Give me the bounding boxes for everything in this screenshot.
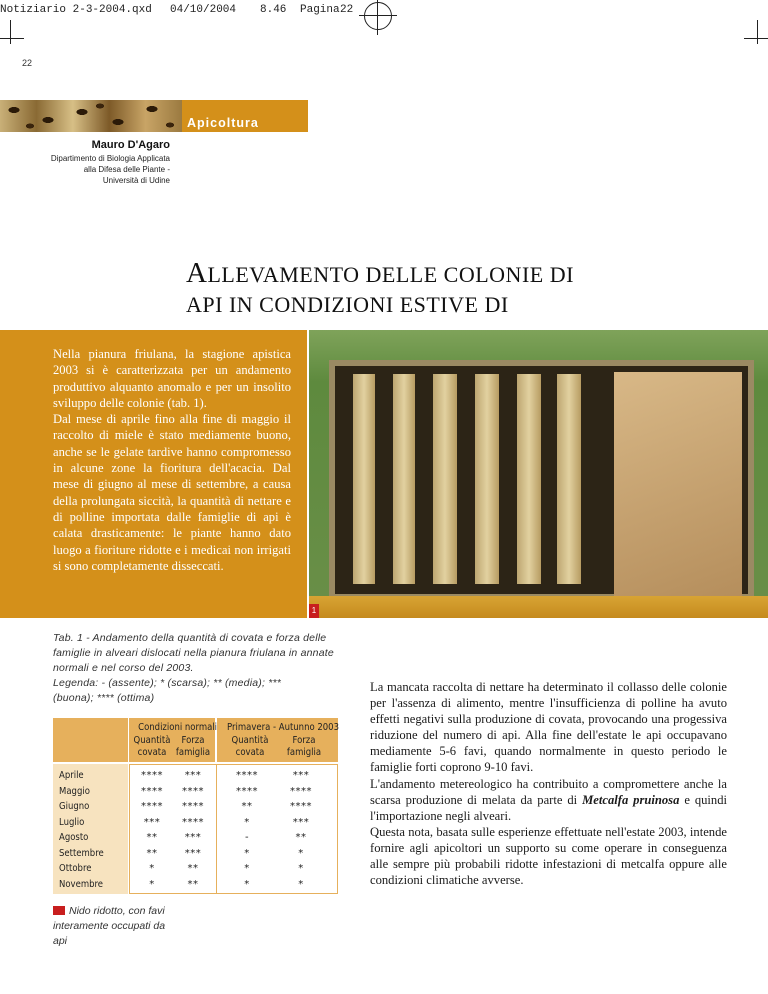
- table-month-cell: Agosto: [59, 832, 89, 843]
- species-name: Metcalfa pruinosa: [582, 792, 680, 807]
- article-title: [186, 258, 746, 320]
- table-month-cell: Ottobre: [59, 863, 92, 874]
- table-divider: [216, 764, 217, 894]
- section-label: Apicoltura: [187, 116, 259, 130]
- table-cell: ****: [236, 770, 258, 781]
- hive-frame: [393, 374, 415, 584]
- table-cell: ****: [182, 801, 204, 812]
- table-column-header: Forza: [292, 735, 316, 746]
- table-cell: -: [244, 832, 250, 843]
- table-cell: ****: [290, 785, 312, 797]
- hive-rim: [309, 596, 768, 618]
- print-file: Notiziario 2-3-2004.qxd: [0, 4, 152, 16]
- table-cell: ****: [141, 801, 163, 812]
- table-cell: ****: [182, 816, 204, 828]
- hive-frame: [353, 374, 375, 584]
- caption-line: famiglie in alveari dislocati nella pianura friulana in annate: [53, 647, 334, 659]
- print-time: 8.46: [260, 4, 287, 16]
- body-text-run: e quindi l'importazione negli alveari.: [370, 792, 728, 823]
- table-column-header: Forza: [181, 735, 205, 746]
- author-affiliation: Dipartimento di Biologia Applicata: [50, 154, 170, 163]
- hive-box: [329, 360, 754, 600]
- hive-divider-panel: [614, 372, 742, 598]
- caption-line: normali e nel corso del 2003.: [53, 662, 194, 674]
- table-month-cell: Maggio: [59, 785, 90, 797]
- caption-line: Tab. 1 - Andamento della quantità di covata e forza delle: [53, 632, 327, 644]
- hive-frame: [557, 374, 581, 584]
- table-cell: **: [187, 878, 199, 890]
- table-month-cell: Settembre: [59, 847, 104, 859]
- hive-frame: [433, 374, 457, 584]
- table-group-header: Primavera - Autunno 2003: [227, 722, 339, 733]
- data-table: [53, 718, 338, 894]
- author-name: Mauro D'Agaro: [91, 139, 170, 151]
- title-line: ALLEVAMENTO DELLE COLONIE DI: [186, 257, 574, 289]
- table-cell: *: [298, 878, 304, 890]
- table-group-header: Condizioni normali: [138, 722, 218, 733]
- print-page-number: 22: [340, 4, 354, 16]
- print-page-label: Pagina: [300, 4, 340, 16]
- table-cell: ****: [182, 785, 204, 797]
- table-cell: ****: [236, 785, 258, 797]
- table-cell: ****: [141, 785, 163, 797]
- table-column-header: famiglia: [286, 747, 322, 758]
- table-cell: **: [241, 801, 253, 812]
- body-paragraph: Questa nota, basata sulle esperienze effettuate nell'estate 2003, intende fornire agli apicoltori un supporto su come operare in conseguenza alle sempre più probabili ridotte infestazioni di metcalfa oppure alle condizioni climatiche avverse.: [370, 824, 727, 888]
- table-cell: ****: [141, 770, 163, 781]
- crop-mark: [744, 38, 768, 39]
- table-cell: ***: [184, 770, 202, 781]
- table-month-cell: Novembre: [59, 878, 104, 890]
- crop-mark: [757, 20, 758, 44]
- table-values-area: [129, 764, 338, 894]
- table-column-header: Quantità: [133, 735, 171, 746]
- table-month-cell: Aprile: [59, 770, 84, 781]
- table-cell: **: [187, 863, 199, 874]
- table-cell: ****: [290, 801, 312, 812]
- title-line: API IN CONDIZIONI ESTIVE DI: [186, 292, 509, 317]
- crop-mark: [0, 38, 24, 39]
- table-cell: ***: [292, 816, 310, 828]
- table-header-blank: [53, 718, 128, 762]
- intro-text: [53, 346, 291, 574]
- author-affiliation: alla Difesa delle Piante -: [83, 165, 170, 174]
- caption-line: (buona); **** (ottima): [53, 692, 155, 704]
- table-cell: ***: [184, 847, 202, 859]
- table-cell: **: [146, 832, 158, 843]
- body-paragraph: La mancata raccolta di nettare ha determinato il collasso delle colonie per l'assenza di alimento, mentre l'insufficienza di polline ha avuto effetti negativi sulla produzione di covata, provocando una progessiva riduzione del numero di api. Alla fine dell'estate le api occupavano mediamente 5-6 favi, quando normalmente in questo periodo le famiglie forti coprono 9-10 favi.: [370, 680, 727, 775]
- table-month-column: [53, 764, 128, 894]
- table-cell: ***: [292, 770, 310, 781]
- table-cell: *: [149, 878, 155, 890]
- author-affiliation: Università di Udine: [102, 176, 170, 185]
- body-paragraph: [370, 776, 727, 824]
- table-caption: [53, 631, 338, 706]
- hive-frame: [475, 374, 499, 584]
- table-column-header: famiglia: [175, 747, 211, 758]
- table-column-header: Quantità: [231, 735, 269, 746]
- page-number: 22: [22, 58, 33, 68]
- table-column-header: covata: [137, 747, 167, 758]
- hive-photo: [309, 330, 768, 618]
- body-text-run: L'andamento metereologico ha contribuito a compromettere anche la scarsa produzione di melata da parte di: [370, 776, 727, 807]
- bees-header-image: [0, 100, 182, 132]
- crop-mark: [10, 20, 11, 44]
- print-date: 04/10/2004: [170, 4, 237, 16]
- intro-paragraph: Nella pianura friulana, la stagione apistica 2003 si è caratterizzata per un andamento produttivo alquanto anomalo e per un insolito sviluppo delle colonie (tab. 1).: [53, 347, 291, 410]
- table-cell: *: [298, 847, 304, 859]
- body-text: [370, 679, 727, 888]
- table-cell: *: [244, 847, 250, 859]
- table-cell: *: [244, 816, 250, 828]
- hive-frame: [517, 374, 541, 584]
- registration-mark-icon: [364, 2, 392, 30]
- table-cell: ***: [143, 816, 161, 828]
- table-cell: **: [146, 847, 158, 859]
- table-month-cell: Giugno: [59, 801, 90, 812]
- table-cell: *: [149, 863, 155, 874]
- photo-number-badge: 1: [309, 604, 319, 618]
- table-cell: *: [298, 863, 304, 874]
- table-column-header: covata: [235, 747, 265, 758]
- table-cell: *: [244, 878, 250, 890]
- photo-legend: Nido ridotto, con favi interamente occupati da api: [53, 905, 166, 947]
- table-month-cell: Luglio: [59, 816, 85, 828]
- intro-paragraph: Dal mese di aprile fino alla fine di maggio il raccolto di miele è stato mediamente buono, anche se le gelate tardive hanno compromesso in alcune zone la fioritura dell'acacia. Dal mese di giugno al mese di settembre, a causa della prolungata siccità, la quantità di nettare e di polline importata dalle famiglie di api è calata drasticamente: le piante hanno dato luogo a fioriture ridotte e i medicai non irrigati si sono completamente disseccati.: [53, 412, 291, 573]
- table-cell: ***: [184, 832, 202, 843]
- table-cell: **: [295, 832, 307, 843]
- caption-line: Legenda: - (assente); * (scarsa); ** (media); ***: [53, 677, 282, 689]
- table-cell: *: [244, 863, 250, 874]
